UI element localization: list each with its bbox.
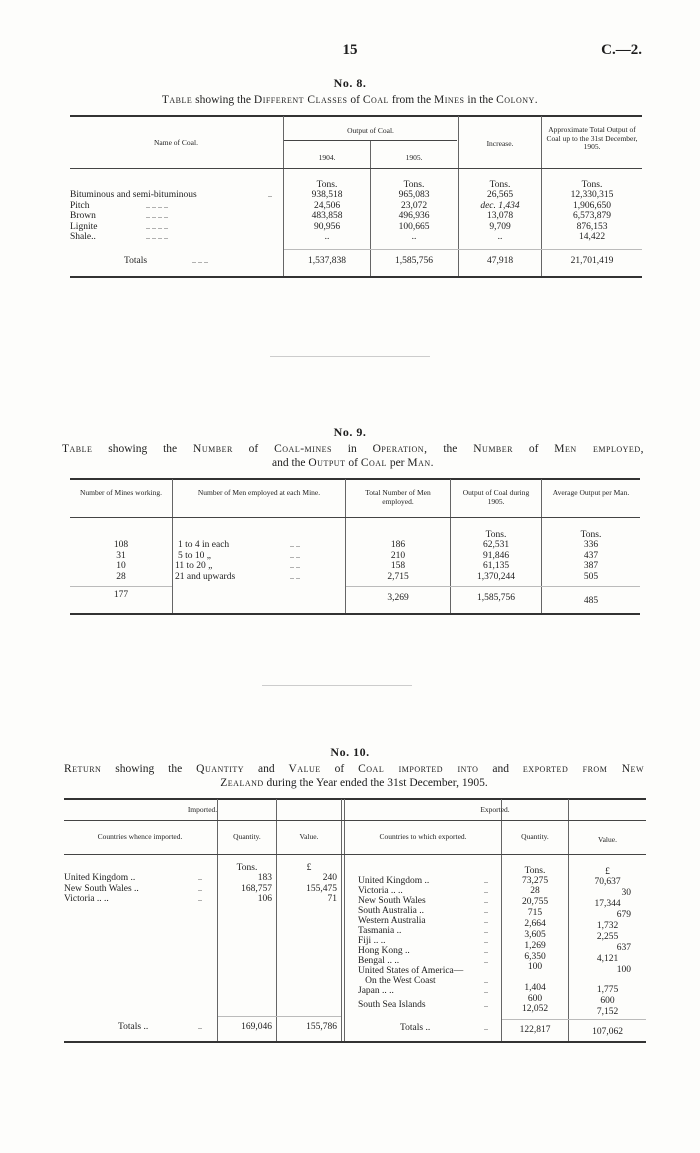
document-page: 15 C.—2. No. 8. Table showing the Different Classes of Coal from the Mines in the Colony. Name of Coal. Output of Coal. 1904. 1905. Increase. Approximate Total Output of Coal up to the 31st December, 1905. Tons. Tons. Tons. Tons. Bituminous and semi-bituminous .. 938,518 965,083 26,565 12,330,315 Pitch .. .. .. .. 24,506 23,072 dec. 1,434 1,906,650 Brown .. .. .. .. 483,858 496,936 13,078 6,573,879 Lignite .. .. .. .. 90,956 100,665 9,709 876,153 Shale.. .. .. .. .. .. .. .. 14,422 Totals .. .. .. 1,537,838 1,585,756 47,918 21,701,419 No. 9. Table showing the Number of Coal-mines in Operation, the Number of Men employed, and the Output of Coal per Man. Number of Mines working. Number of Men employed at each Mine. Total Number of Men employed. Output of Coal during 1905. Average Output per Man. Tons. Tons. 108 1 to 4 in each .. .. 186 62,531 336 31 5 to 10 „ .. .. 210 91,846 437 10 11 to 20 „ .. .. 158 61,135 387 28 21 and upwards .. .. 2,715 1,370,244 505 177 3,269 1,585,756 485 No. 10. Return showing the Quantity and Value of Coal imported into and exported from New Zealand during the Year ended the 31st December, 1905. Imported. Exported. Countries whence imported. Quantity. Value. Countries to which exported. Quantity. Value. Tons. £ Tons. £ United Kingdom .. .. 183 240 New South Wales .. .. 168,757 155,475 Victoria .. .. .. 106 71 United Kingdom .. .. 73,275 70,637 Victoria .. .. .. 28 30 New South Wales .. 20,755 17,344 South Australia .. .. 715 679 Western Australia .. 2,664 1,732 Tasmania .. .. 3,605 2,255 Fiji .. .. .. 1,269 637 Hong Kong .. .. 6,350 4,121 Bengal .. .. .. 100 100 United States of America— On the West Coast .. 1,404 1,775 Japan .. .. .. 600 600 South Sea Islands .. 12,052 7,152 Totals .. .. 169,046 155,786 Totals .. .. 122,817 107,062: [0, 0, 700, 1153]
table9-header-total-men: Total Number of Men employed.: [365, 488, 431, 506]
table9-header-men-each: Number of Men employed at each Mine.: [197, 488, 321, 497]
table10-header-imported: Imported.: [187, 805, 218, 814]
table8-top-rule: [70, 115, 642, 117]
section-divider: [270, 356, 430, 357]
table9-number: No. 9.: [333, 425, 367, 439]
table10-title-line2: Zealand during the Year ended the 31st December, 1905.: [220, 777, 488, 789]
table10-top-rule: [64, 798, 646, 800]
table9-header-output: Output of Coal during 1905.: [462, 488, 530, 506]
table8-header-1904: 1904.: [318, 153, 336, 162]
table8-header-name: Name of Coal.: [154, 138, 198, 147]
table8-header-approx: Approximate Total Output of Coal up to the 31st December, 1905.: [546, 125, 638, 151]
table10-header-value-exported: Value.: [598, 835, 617, 844]
section-divider: [262, 685, 412, 686]
table8-header-1905: 1905.: [405, 153, 423, 162]
table8-number: No. 8.: [333, 76, 367, 90]
table9-header-mines: Number of Mines working.: [79, 488, 163, 497]
table8-header-output: Output of Coal.: [347, 126, 394, 135]
table10-header-quantity-exported: Quantity.: [521, 832, 549, 841]
table8-title: Table showing the Different Classes of Coal from the Mines in the Colony.: [161, 94, 539, 106]
table9-title-line2: and the Output of Coal per Man.: [271, 457, 435, 469]
table9-title-line1: Table showing the Number of Coal-mines in Operation, the Number of Men employed,: [62, 443, 644, 455]
page-code: C.—2.: [601, 42, 642, 58]
table10-header-value-imported: Value.: [299, 832, 319, 841]
table10-header-quantity-imported: Quantity.: [233, 832, 261, 841]
table8-header-increase: Increase.: [486, 139, 514, 148]
page-number: 15: [342, 42, 358, 58]
table10-number: No. 10.: [330, 745, 370, 759]
table10-header-countries-from: Countries whence imported.: [97, 832, 183, 841]
table9-bottom-rule: [70, 613, 640, 615]
table10-header-exported: Exported.: [480, 805, 510, 814]
table10-header-countries-to: Countries to which exported.: [379, 832, 467, 841]
table9-top-rule: [70, 478, 640, 480]
table10-bottom-rule: [64, 1041, 646, 1043]
table10-title-line1: Return showing the Quantity and Value of Coal imported into and exported from New: [64, 763, 644, 775]
table8-bottom-rule: [70, 276, 642, 278]
table9-header-average: Average Output per Man.: [552, 488, 630, 497]
